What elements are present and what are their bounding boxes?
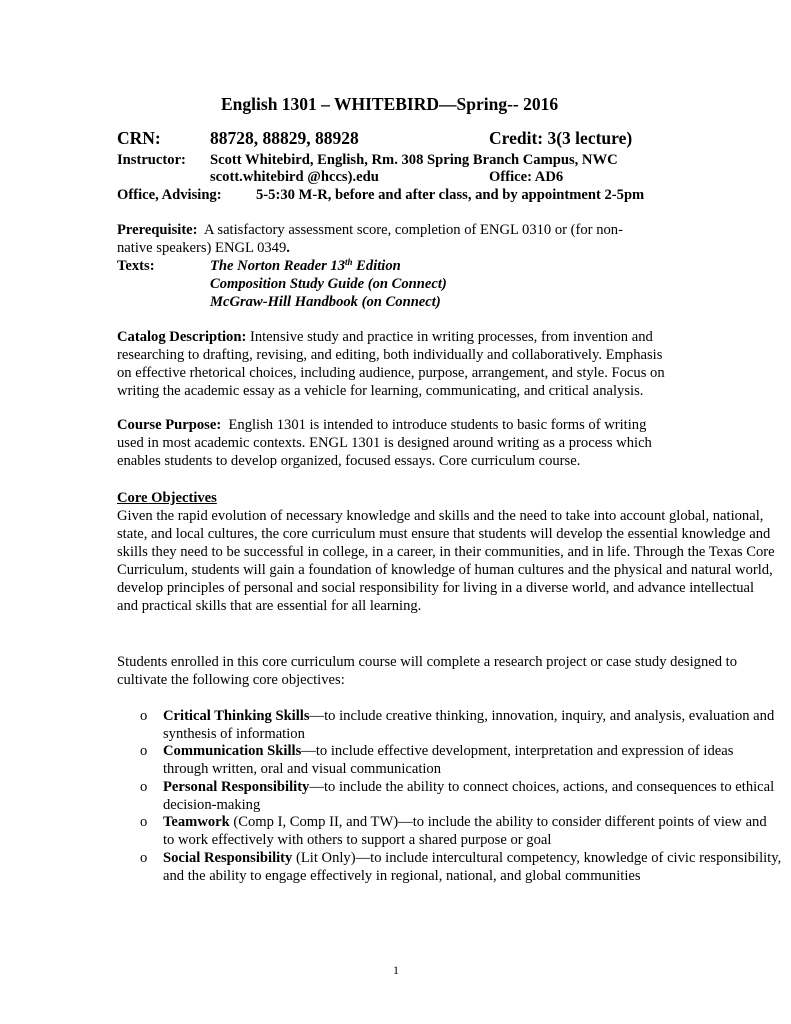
bullet-marker: o — [140, 850, 148, 866]
bullet-marker: o — [140, 743, 148, 759]
objective-text — [163, 849, 783, 885]
instructor-email: scott.whitebird @hccs).edu — [210, 169, 379, 185]
office-location: Office: AD6 — [489, 169, 564, 185]
advising-label: Office, Advising: — [117, 187, 222, 203]
text-book-3: McGraw-Hill Handbook (on Connect) — [210, 294, 441, 310]
text-book-2: Composition Study Guide (on Connect) — [210, 276, 447, 292]
objective-description: —to include the ability to connect choices, actions, and consequences to ethical decision-making — [163, 779, 775, 813]
prerequisite-label: Prerequisite: — [117, 222, 198, 238]
instructor-value: Scott Whitebird, English, Rm. 308 Spring Branch Campus, NWC — [210, 152, 618, 168]
text-book-1-title: The Norton Reader 13 — [210, 258, 345, 274]
credit-info: Credit: 3(3 lecture) — [489, 128, 633, 148]
core-objectives-heading: Core Objectives — [117, 490, 217, 506]
bullet-marker: o — [140, 708, 148, 724]
objective-text — [163, 742, 778, 778]
objective-text — [163, 778, 778, 814]
purpose-label: Course Purpose: — [117, 417, 222, 433]
objective-title: Social Responsibility — [163, 850, 293, 866]
objective-text — [163, 813, 778, 849]
core-objectives-para-1: Given the rapid evolution of necessary knowledge and skills and the need to take into account global, national, state, and local cultures, the core curriculum must ensure that students will develop the essential knowledge and skills they need to be successful in college, in a career, in their communities, and in life. Through the Texas Core Curriculum, students will gain a foundation of knowledge of human cultures and the physical and natural world, develop principles of personal and social responsibility for living in a diverse world, and advance intellectual and practical skills that are essential for all learning. — [117, 508, 775, 614]
document-title: English 1301 – WHITEBIRD—Spring-- 2016 — [221, 94, 559, 114]
objective-description: (Comp I, Comp II, and TW)—to include the ability to consider different points of view and to work effectively with others to support a shared purpose or goal — [163, 814, 767, 848]
catalog-label: Catalog Description: — [117, 329, 247, 345]
instructor-label: Instructor: — [117, 152, 186, 168]
objective-title: Personal Responsibility — [163, 779, 310, 795]
advising-hours: 5-5:30 M-R, before and after class, and by appointment 2-5pm — [256, 187, 645, 203]
objective-text — [163, 707, 778, 743]
objective-title: Communication Skills — [163, 743, 302, 759]
purpose-text: English 1301 is intended to introduce students to basic forms of writing used in most academic contexts. ENGL 1301 is designed around writing as a process which enables students to develop organized, focused essays. Core curriculum course. — [117, 417, 652, 469]
prerequisite-text-1: A satisfactory assessment score, completion of ENGL 0310 or (for non- — [204, 222, 623, 238]
course-purpose — [117, 416, 662, 470]
text-book-1 — [210, 257, 401, 275]
crn-value: 88728, 88829, 88928 — [210, 128, 359, 148]
objective-description: —to include creative thinking, innovation, inquiry, and analysis, evaluation and synthesis of information — [163, 708, 775, 742]
prerequisite-line-1 — [117, 221, 623, 239]
catalog-description — [117, 328, 677, 400]
prerequisite-text-2: native speakers) ENGL 0349 — [117, 240, 287, 256]
objective-description: —to include effective development, interpretation and expression of ideas through written, oral and visual communication — [163, 743, 734, 777]
texts-label: Texts: — [117, 258, 155, 274]
text-book-1-sup: th — [345, 257, 353, 267]
page-number: 1 — [393, 963, 399, 977]
objective-title: Teamwork — [163, 814, 230, 830]
catalog-text: Intensive study and practice in writing processes, from invention and researching to drafting, revising, and editing, both individually and collaboratively. Emphasis on effective rhetorical choices, including audience, purpose, arrangement, and style. Focus on writing the academic essay as a vehicle for learning, communicating, and critical analysis. — [117, 329, 665, 399]
text-book-1-edition: Edition — [352, 258, 401, 274]
bullet-marker: o — [140, 779, 148, 795]
objective-description: (Lit Only)—to include intercultural competency, knowledge of civic responsibility, and the ability to engage effectively in regional, national, and global communities — [163, 850, 782, 884]
bullet-marker: o — [140, 814, 148, 830]
objective-title: Critical Thinking Skills — [163, 708, 310, 724]
core-objectives-para-2: Students enrolled in this core curriculum course will complete a research project or case study designed to cultivate the following core objectives: — [117, 654, 738, 688]
prerequisite-line-2 — [117, 239, 290, 257]
crn-label: CRN: — [117, 128, 161, 148]
prerequisite-period: . — [286, 240, 290, 256]
